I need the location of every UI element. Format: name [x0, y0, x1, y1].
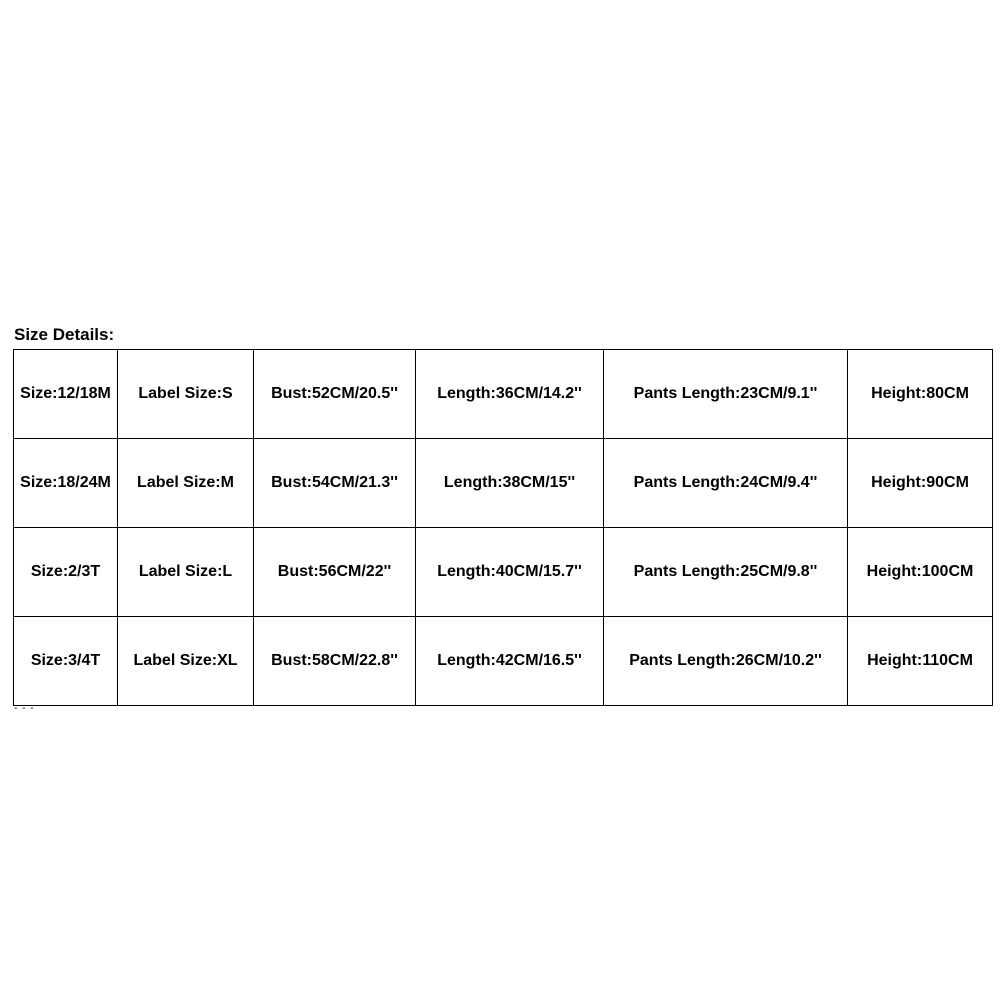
label-size-cell: Label Size:M — [118, 439, 254, 528]
size-details-title: Size Details: — [14, 325, 115, 344]
size-cell: Size:12/18M — [14, 350, 118, 439]
length-cell: Length:40CM/15.7'' — [416, 528, 604, 617]
label-size-cell: Label Size:S — [118, 350, 254, 439]
table-row — [14, 528, 993, 617]
pants-length-cell: Pants Length:25CM/9.8'' — [604, 528, 848, 617]
height-cell: Height:110CM — [848, 617, 993, 706]
height-cell: Height:100CM — [848, 528, 993, 617]
table-row — [14, 617, 993, 706]
table-row — [14, 350, 993, 439]
pants-length-cell: Pants Length:26CM/10.2'' — [604, 617, 848, 706]
bust-cell: Bust:56CM/22'' — [254, 528, 416, 617]
length-cell: Length:36CM/14.2'' — [416, 350, 604, 439]
bust-cell: Bust:52CM/20.5'' — [254, 350, 416, 439]
size-cell: Size:2/3T — [14, 528, 118, 617]
bust-cell: Bust:58CM/22.8'' — [254, 617, 416, 706]
label-size-cell: Label Size:L — [118, 528, 254, 617]
pants-length-cell: Pants Length:23CM/9.1'' — [604, 350, 848, 439]
bust-cell: Bust:54CM/21.3'' — [254, 439, 416, 528]
size-cell: Size:3/4T — [14, 617, 118, 706]
size-cell: Size:18/24M — [14, 439, 118, 528]
length-cell: Length:38CM/15'' — [416, 439, 604, 528]
length-cell: Length:42CM/16.5'' — [416, 617, 604, 706]
pants-length-cell: Pants Length:24CM/9.4'' — [604, 439, 848, 528]
height-cell: Height:80CM — [848, 350, 993, 439]
label-size-cell: Label Size:XL — [118, 617, 254, 706]
size-chart-table — [13, 349, 993, 706]
table-row — [14, 439, 993, 528]
footer-dash-mark: - - - — [14, 703, 35, 714]
height-cell: Height:90CM — [848, 439, 993, 528]
